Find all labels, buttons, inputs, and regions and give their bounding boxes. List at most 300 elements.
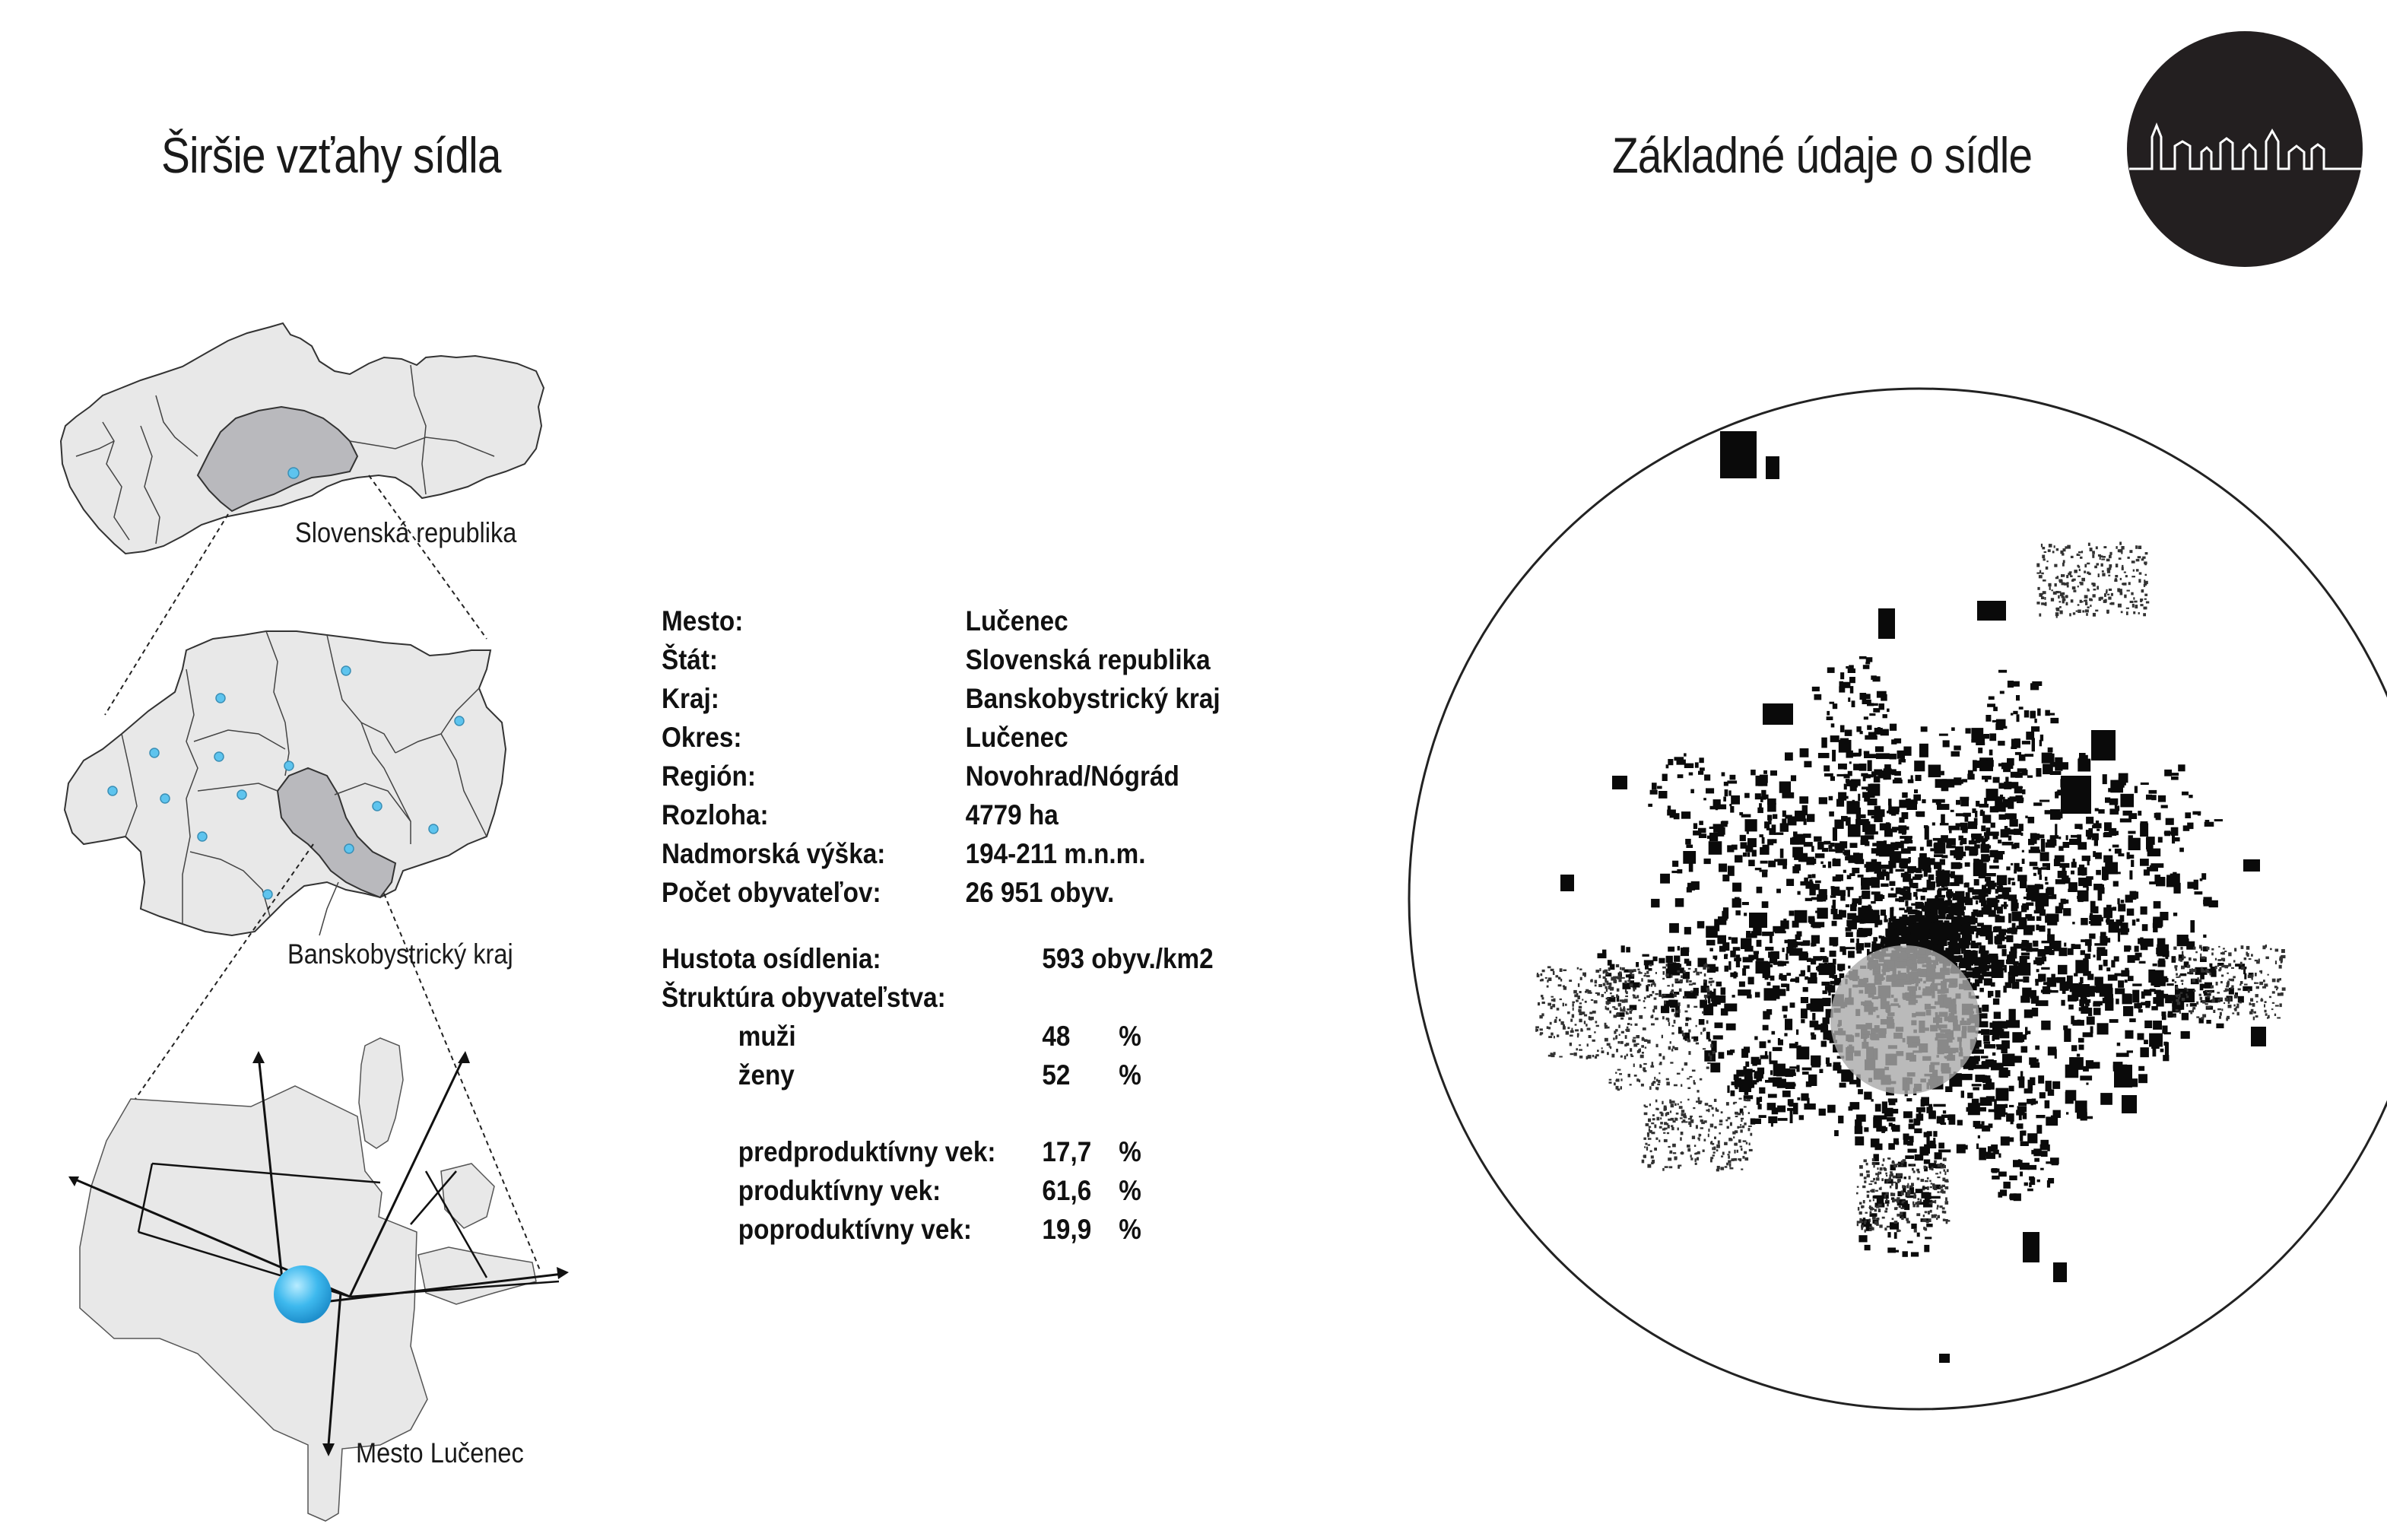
building xyxy=(2122,583,2125,586)
building xyxy=(2022,789,2026,795)
building xyxy=(1801,1008,1808,1018)
building xyxy=(1804,1103,1815,1110)
building xyxy=(2227,973,2229,974)
building xyxy=(1968,969,1973,971)
building xyxy=(1843,949,1846,955)
building xyxy=(1846,887,1854,890)
building xyxy=(1812,687,1820,691)
building xyxy=(2066,595,2068,598)
building xyxy=(1680,1101,1681,1103)
building xyxy=(1883,714,1887,718)
building xyxy=(1981,1056,1989,1058)
building xyxy=(1928,765,1941,778)
building xyxy=(1929,915,1939,919)
building xyxy=(2277,979,2279,983)
building xyxy=(1803,940,1811,945)
building xyxy=(1760,775,1768,783)
building xyxy=(1563,1022,1564,1025)
building xyxy=(1829,811,1834,817)
building xyxy=(2187,823,2193,830)
building xyxy=(1662,1056,1665,1060)
building xyxy=(2104,593,2106,597)
building xyxy=(1808,875,1811,878)
building xyxy=(1636,995,1639,998)
building xyxy=(1662,1101,1663,1104)
building xyxy=(1989,733,1996,741)
building xyxy=(1945,900,1952,904)
building xyxy=(1625,1035,1627,1039)
building xyxy=(2054,545,2055,548)
building xyxy=(2062,592,2065,595)
building xyxy=(2039,800,2049,802)
building xyxy=(1760,1041,1766,1048)
building xyxy=(2066,835,2068,840)
building xyxy=(1972,1084,1982,1086)
building xyxy=(1680,1137,1682,1141)
building xyxy=(1977,601,2006,621)
building xyxy=(1826,1058,1830,1065)
building xyxy=(2179,958,2182,961)
building xyxy=(2114,579,2117,582)
building xyxy=(1997,907,2003,913)
building xyxy=(1909,1176,1911,1180)
building xyxy=(2046,843,2055,848)
building xyxy=(2162,1015,2166,1020)
building xyxy=(1714,1137,1716,1139)
building xyxy=(1897,1184,1898,1188)
building xyxy=(1871,1180,1874,1182)
building xyxy=(1766,456,1779,479)
building xyxy=(1630,983,1633,986)
building xyxy=(1700,1000,1707,1008)
building xyxy=(1947,875,1950,879)
building xyxy=(1827,1105,1836,1113)
building xyxy=(1768,1040,1771,1043)
building xyxy=(2030,683,2039,690)
building xyxy=(1789,1043,1798,1048)
building xyxy=(2099,597,2102,601)
building xyxy=(1851,923,1856,928)
building xyxy=(1732,845,1738,850)
building xyxy=(1775,1070,1779,1073)
building xyxy=(2031,711,2035,716)
building xyxy=(2282,955,2286,958)
building xyxy=(2171,827,2179,836)
building xyxy=(1719,1132,1721,1135)
building xyxy=(1935,1152,1942,1159)
building xyxy=(1875,746,1884,752)
building xyxy=(1693,1080,1695,1084)
building xyxy=(2062,868,2066,871)
building xyxy=(1765,1051,1767,1056)
building xyxy=(2200,984,2204,991)
building xyxy=(1943,1110,1946,1113)
building xyxy=(2193,958,2197,960)
building xyxy=(1770,964,1773,967)
building xyxy=(1830,843,1835,846)
building xyxy=(1777,859,1787,865)
building xyxy=(1672,1144,1676,1148)
building xyxy=(1712,1147,1713,1150)
building xyxy=(2138,1074,2147,1083)
building xyxy=(1699,1116,1702,1117)
building xyxy=(2251,954,2253,956)
building xyxy=(1856,1192,1858,1195)
building xyxy=(2054,564,2057,567)
building xyxy=(1554,1021,1557,1023)
building xyxy=(2020,956,2027,963)
building xyxy=(1727,1117,1730,1119)
building xyxy=(2012,882,2016,886)
building xyxy=(1759,1115,1766,1118)
building xyxy=(1547,980,1548,983)
building xyxy=(1900,1212,1903,1216)
building xyxy=(1605,1006,1607,1010)
building xyxy=(1699,757,1703,763)
building xyxy=(2264,983,2268,986)
building xyxy=(1608,967,1611,971)
building xyxy=(2106,919,2114,922)
building xyxy=(2079,582,2081,583)
building xyxy=(2128,582,2131,585)
building xyxy=(2135,946,2139,952)
building xyxy=(2136,559,2140,561)
building xyxy=(1864,1127,1868,1132)
building xyxy=(2021,953,2030,956)
building xyxy=(2234,948,2236,951)
building xyxy=(1811,1033,1814,1036)
building xyxy=(1923,1215,1925,1217)
building xyxy=(2192,969,2195,972)
building xyxy=(2024,1088,2033,1094)
building xyxy=(2201,957,2204,959)
building xyxy=(2036,1115,2045,1118)
building xyxy=(1735,1130,1738,1133)
building xyxy=(2100,932,2106,938)
building xyxy=(1981,826,1985,832)
building xyxy=(1715,957,1717,960)
building xyxy=(2045,710,2050,716)
building xyxy=(1940,823,1949,825)
building xyxy=(2281,949,2285,953)
building xyxy=(1541,973,1543,976)
building xyxy=(2050,809,2061,820)
building xyxy=(1616,1013,1620,1016)
building xyxy=(1798,891,1801,895)
building xyxy=(1575,1024,1577,1025)
building xyxy=(1924,1145,1936,1149)
building xyxy=(2109,564,2112,568)
building xyxy=(1864,716,1868,719)
building xyxy=(1804,842,1813,846)
building xyxy=(1933,838,1941,841)
building xyxy=(2056,614,2058,618)
building xyxy=(1916,1189,1923,1193)
building xyxy=(1668,1018,1669,1022)
building xyxy=(1944,1171,1946,1175)
building xyxy=(2121,546,2124,550)
building xyxy=(2009,1176,2017,1180)
building xyxy=(1696,1043,1699,1045)
building xyxy=(1674,1157,1678,1160)
building xyxy=(1611,1054,1614,1058)
building xyxy=(2255,973,2257,976)
building xyxy=(2072,945,2081,949)
building xyxy=(2015,980,2023,982)
building xyxy=(2065,546,2067,548)
building xyxy=(1651,983,1652,986)
building xyxy=(1654,1005,1658,1009)
building xyxy=(1912,883,1918,888)
building xyxy=(1666,1078,1669,1081)
building xyxy=(1953,935,1961,937)
building xyxy=(1645,973,1646,975)
building xyxy=(1734,957,1741,961)
building xyxy=(1790,1002,1795,1008)
building xyxy=(2156,877,2165,886)
building xyxy=(2220,981,2223,983)
building xyxy=(2127,590,2130,592)
building xyxy=(1890,887,1893,891)
building xyxy=(2135,545,2138,549)
building xyxy=(1616,1049,1618,1053)
building xyxy=(1856,943,1864,951)
building xyxy=(1939,940,1941,945)
building xyxy=(1859,1165,1863,1169)
building xyxy=(1911,1183,1914,1186)
building xyxy=(1727,1154,1729,1155)
building xyxy=(1668,947,1674,952)
building xyxy=(1655,1087,1659,1090)
building xyxy=(1577,995,1580,999)
building xyxy=(1957,897,1966,903)
building xyxy=(1986,881,1995,886)
building xyxy=(2049,586,2051,590)
building xyxy=(1908,780,1914,783)
building xyxy=(2014,843,2019,848)
building xyxy=(1633,995,1635,999)
building xyxy=(2079,1007,2083,1011)
building xyxy=(1621,945,1625,952)
building xyxy=(2021,1046,2028,1053)
building xyxy=(1625,995,1628,997)
building xyxy=(1797,1097,1800,1100)
building xyxy=(2037,587,2039,590)
building xyxy=(2147,837,2155,845)
building xyxy=(2224,1002,2225,1004)
building xyxy=(1578,983,1579,987)
building xyxy=(1704,774,1710,780)
building xyxy=(1692,1070,1696,1072)
building xyxy=(1672,1025,1674,1027)
building xyxy=(1636,1035,1639,1038)
building xyxy=(1724,954,1728,959)
building xyxy=(2093,613,2096,617)
building xyxy=(1642,1052,1644,1054)
building xyxy=(2124,993,2131,1001)
building xyxy=(1738,1139,1741,1142)
building xyxy=(1819,797,1827,804)
building xyxy=(2192,1007,2195,1009)
building xyxy=(1651,1122,1654,1124)
building xyxy=(1767,803,1776,812)
building xyxy=(2081,950,2085,954)
building xyxy=(1811,958,1816,964)
building xyxy=(1973,1104,1976,1109)
building xyxy=(1699,1100,1703,1102)
building xyxy=(2065,1065,2079,1078)
building xyxy=(2092,551,2095,554)
building xyxy=(1671,991,1673,993)
building xyxy=(1815,911,1820,913)
building xyxy=(1666,964,1668,967)
building xyxy=(1592,1011,1596,1014)
building xyxy=(1944,920,1950,923)
building xyxy=(1905,827,1909,830)
building xyxy=(1945,1186,1949,1189)
building xyxy=(1950,850,1959,856)
building xyxy=(1905,894,1910,897)
building xyxy=(2089,921,2092,924)
building xyxy=(1941,1115,1951,1118)
building xyxy=(1615,1029,1618,1031)
building xyxy=(1588,1055,1592,1059)
building xyxy=(1848,951,1855,957)
building xyxy=(1905,802,1907,807)
building xyxy=(1704,859,1711,864)
building xyxy=(1636,1043,1639,1045)
building xyxy=(2126,611,2128,615)
age-label: predproduktívny vek: xyxy=(738,1136,996,1167)
building xyxy=(1547,986,1549,988)
building xyxy=(1746,931,1751,936)
building xyxy=(1877,691,1887,698)
building xyxy=(2133,597,2135,599)
info-label: Štát: xyxy=(662,644,719,675)
building xyxy=(1791,1084,1795,1087)
building xyxy=(1659,995,1663,997)
building xyxy=(1916,868,1919,871)
building xyxy=(1875,1104,1881,1112)
building xyxy=(1700,767,1705,770)
building xyxy=(2195,891,2203,894)
building xyxy=(1766,1009,1772,1014)
building xyxy=(2052,1081,2060,1089)
building xyxy=(1745,819,1757,831)
building xyxy=(1681,811,1690,819)
building xyxy=(1627,1027,1629,1029)
building xyxy=(2093,884,2103,891)
building xyxy=(1572,1014,1574,1018)
building xyxy=(2088,573,2091,575)
building xyxy=(2202,1014,2206,1018)
building xyxy=(1590,1017,1594,1020)
building xyxy=(1776,889,1781,894)
building xyxy=(2174,958,2176,961)
building xyxy=(2275,949,2279,952)
building xyxy=(2102,573,2105,576)
gender-value: 48 xyxy=(1042,1021,1071,1052)
building xyxy=(1957,905,1963,907)
building xyxy=(1863,1200,1865,1203)
building xyxy=(2024,710,2029,718)
building xyxy=(2008,878,2011,884)
building xyxy=(2011,747,2017,749)
building xyxy=(1682,1033,1685,1037)
building xyxy=(1673,962,1676,966)
building xyxy=(1677,760,1686,765)
building xyxy=(2202,1000,2205,1003)
building xyxy=(1651,899,1659,907)
building xyxy=(2008,913,2011,923)
building xyxy=(1760,870,1768,872)
building xyxy=(1722,942,1729,951)
building xyxy=(1624,1006,1626,1008)
building xyxy=(1608,1002,1611,1004)
building xyxy=(1700,1127,1703,1129)
building xyxy=(2043,579,2046,582)
building xyxy=(1666,1123,1668,1126)
building xyxy=(1648,1138,1652,1140)
building xyxy=(1763,1025,1769,1030)
building xyxy=(1995,1035,2000,1040)
building xyxy=(1992,1053,1995,1056)
building xyxy=(1821,1041,1827,1047)
building xyxy=(2078,604,2080,605)
building xyxy=(2074,570,2078,573)
building xyxy=(1542,970,1545,972)
building xyxy=(1876,1223,1879,1226)
building xyxy=(2265,1001,2267,1003)
building xyxy=(2008,976,2015,983)
building xyxy=(1933,1104,1945,1107)
building xyxy=(1976,900,1978,904)
building xyxy=(1818,753,1830,758)
building xyxy=(1890,754,1897,760)
building xyxy=(1873,708,1880,713)
building xyxy=(1646,1147,1648,1149)
building xyxy=(1902,915,1907,922)
building xyxy=(2086,876,2093,880)
building xyxy=(1899,897,1904,902)
building xyxy=(1827,711,1830,716)
building xyxy=(1832,975,1837,979)
info-label: Mesto: xyxy=(662,605,744,637)
building xyxy=(1681,1152,1684,1154)
building xyxy=(1714,1126,1716,1129)
building xyxy=(1845,730,1852,736)
building xyxy=(1693,1040,1697,1042)
building xyxy=(1897,1230,1901,1231)
building xyxy=(1944,1211,1946,1214)
building xyxy=(1726,1024,1736,1030)
building xyxy=(1633,969,1636,972)
building xyxy=(1903,759,1906,763)
building xyxy=(1840,672,1844,679)
building xyxy=(2142,924,2148,931)
building xyxy=(1932,1183,1935,1186)
building xyxy=(1928,1218,1932,1222)
building xyxy=(1765,975,1769,980)
building xyxy=(2158,795,2166,802)
building xyxy=(2084,570,2086,573)
building xyxy=(1721,1155,1723,1157)
building xyxy=(2233,1005,2235,1007)
building xyxy=(1635,1024,1638,1026)
building xyxy=(2013,773,2021,776)
building xyxy=(1754,1037,1757,1040)
building xyxy=(1848,668,1855,673)
